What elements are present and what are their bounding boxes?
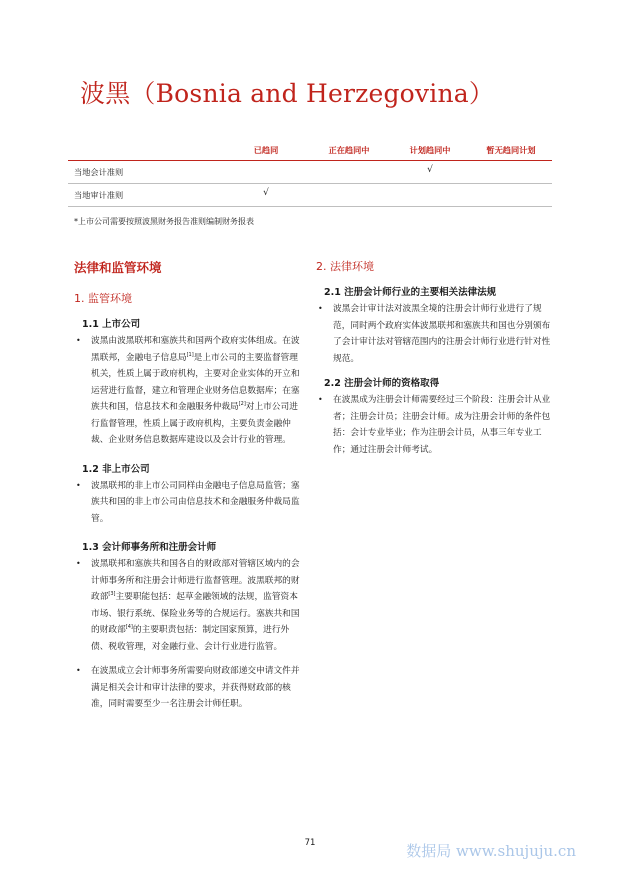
table-row (68, 184, 552, 207)
heading-regulatory-environment: 1. 监管环境 (74, 292, 132, 305)
heading-legal-environment: 2. 法律环境 (316, 260, 374, 273)
header-converging: 正在趋同中 (328, 145, 370, 155)
bullet-icon: • (318, 395, 323, 404)
page-number: 71 (304, 838, 316, 848)
header-no-plan: 暂无趋同计划 (486, 145, 536, 155)
table-footnote: *上市公司需要按照波黑财务报告准则编制财务报表 (74, 217, 254, 226)
bullet-paragraph: • 波黑会计审计法对波黑全境的注册会计师行业进行了规范，同时两个政府实体波黑联邦和塞族共和国也分别颁布了会计审计法对管辖范围内的注册会计师行业进行针对性规范。 (316, 301, 552, 367)
bullet-paragraph: • 在波黑成立会计师事务所需要向财政部递交申请文件并满足相关会计和审计法律的要求，并获得财政部的核准，同时需要至少一名注册会计师任职。 (74, 663, 306, 713)
check-mark: √ (263, 188, 269, 198)
header-converged: 已趋同 (253, 145, 279, 155)
heading-unlisted-companies: 1.2 非上市公司 (82, 463, 150, 475)
bullet-paragraph: • 波黑联邦和塞族共和国各自的财政部对管辖区域内的会计师事务所和注册会计师进行监督管理。波黑联邦的财政部[3]主要职能包括：起草金融领域的法规，监管资本市场、银行系统、保险业务等的合规运行。塞族共和国的财政部[4]的主要职责包括：制定国家预算，进行外债、税收管理，对金融行业、会计行业进行监管。 (74, 556, 306, 655)
left-column (74, 258, 306, 721)
right-column (316, 258, 552, 466)
bullet-icon: • (76, 666, 81, 675)
convergence-status-table (68, 143, 552, 226)
watermark: 数据局 www.shujuju.cn (406, 842, 576, 860)
footnote-ref: [4] (125, 624, 133, 631)
table-row (68, 161, 552, 184)
bullet-icon: • (76, 336, 81, 345)
bullet-paragraph: • 在波黑成为注册会计师需要经过三个阶段：注册会计从业者；注册会计员；注册会计师。成为注册会计师的条件包括：会计专业毕业；作为注册会计员，从事三年专业工作；通过注册会计师考试。 (316, 392, 552, 458)
page-title: 波黑（Bosnia and Herzegovina） (80, 79, 495, 108)
heading-listed-companies: 1.1 上市公司 (82, 319, 141, 330)
row-label: 当地会计准则 (74, 167, 124, 177)
bullet-icon: • (76, 480, 81, 490)
footnote-ref: [3] (108, 591, 116, 598)
bullet-icon: • (76, 559, 81, 568)
section-title: 法律和监管环境 (74, 260, 162, 275)
bullet-icon: • (318, 304, 323, 313)
header-planned: 计划趋同中 (409, 145, 451, 155)
bullet-paragraph: • 波黑联邦的非上市公司同样由金融电子信息局监管；塞族共和国的非上市公司由信息技术和金融服务仲裁局监管。 (74, 478, 306, 528)
footnote-ref: [2] (238, 401, 246, 408)
bullet-paragraph: • 波黑由波黑联邦和塞族共和国两个政府实体组成。在波黑联邦，金融电子信息局[1]是上市公司的主要监督管理机关，性质上属于政府机构，主要对企业实体的开立和运营进行监督，建立和管理企业财务信息数据库；在塞族共和国，信息技术和金融服务仲裁局[2]对上市公司进行监督管理，性质上属于政府机构，主要负责金融仲裁、企业财务信息数据库建设以及会计行业的管理。 (74, 333, 306, 449)
row-label: 当地审计准则 (74, 190, 124, 200)
heading-firms-and-cpas: 1.3 会计师事务所和注册会计师 (82, 542, 217, 553)
heading-laws-and-regulations: 2.1 注册会计师行业的主要相关法律法规 (324, 287, 497, 298)
check-mark: √ (427, 165, 433, 175)
table-header-row (68, 143, 552, 161)
heading-cpa-qualification: 2.2 注册会计师的资格取得 (324, 378, 440, 389)
footnote-ref: [1] (186, 351, 194, 358)
